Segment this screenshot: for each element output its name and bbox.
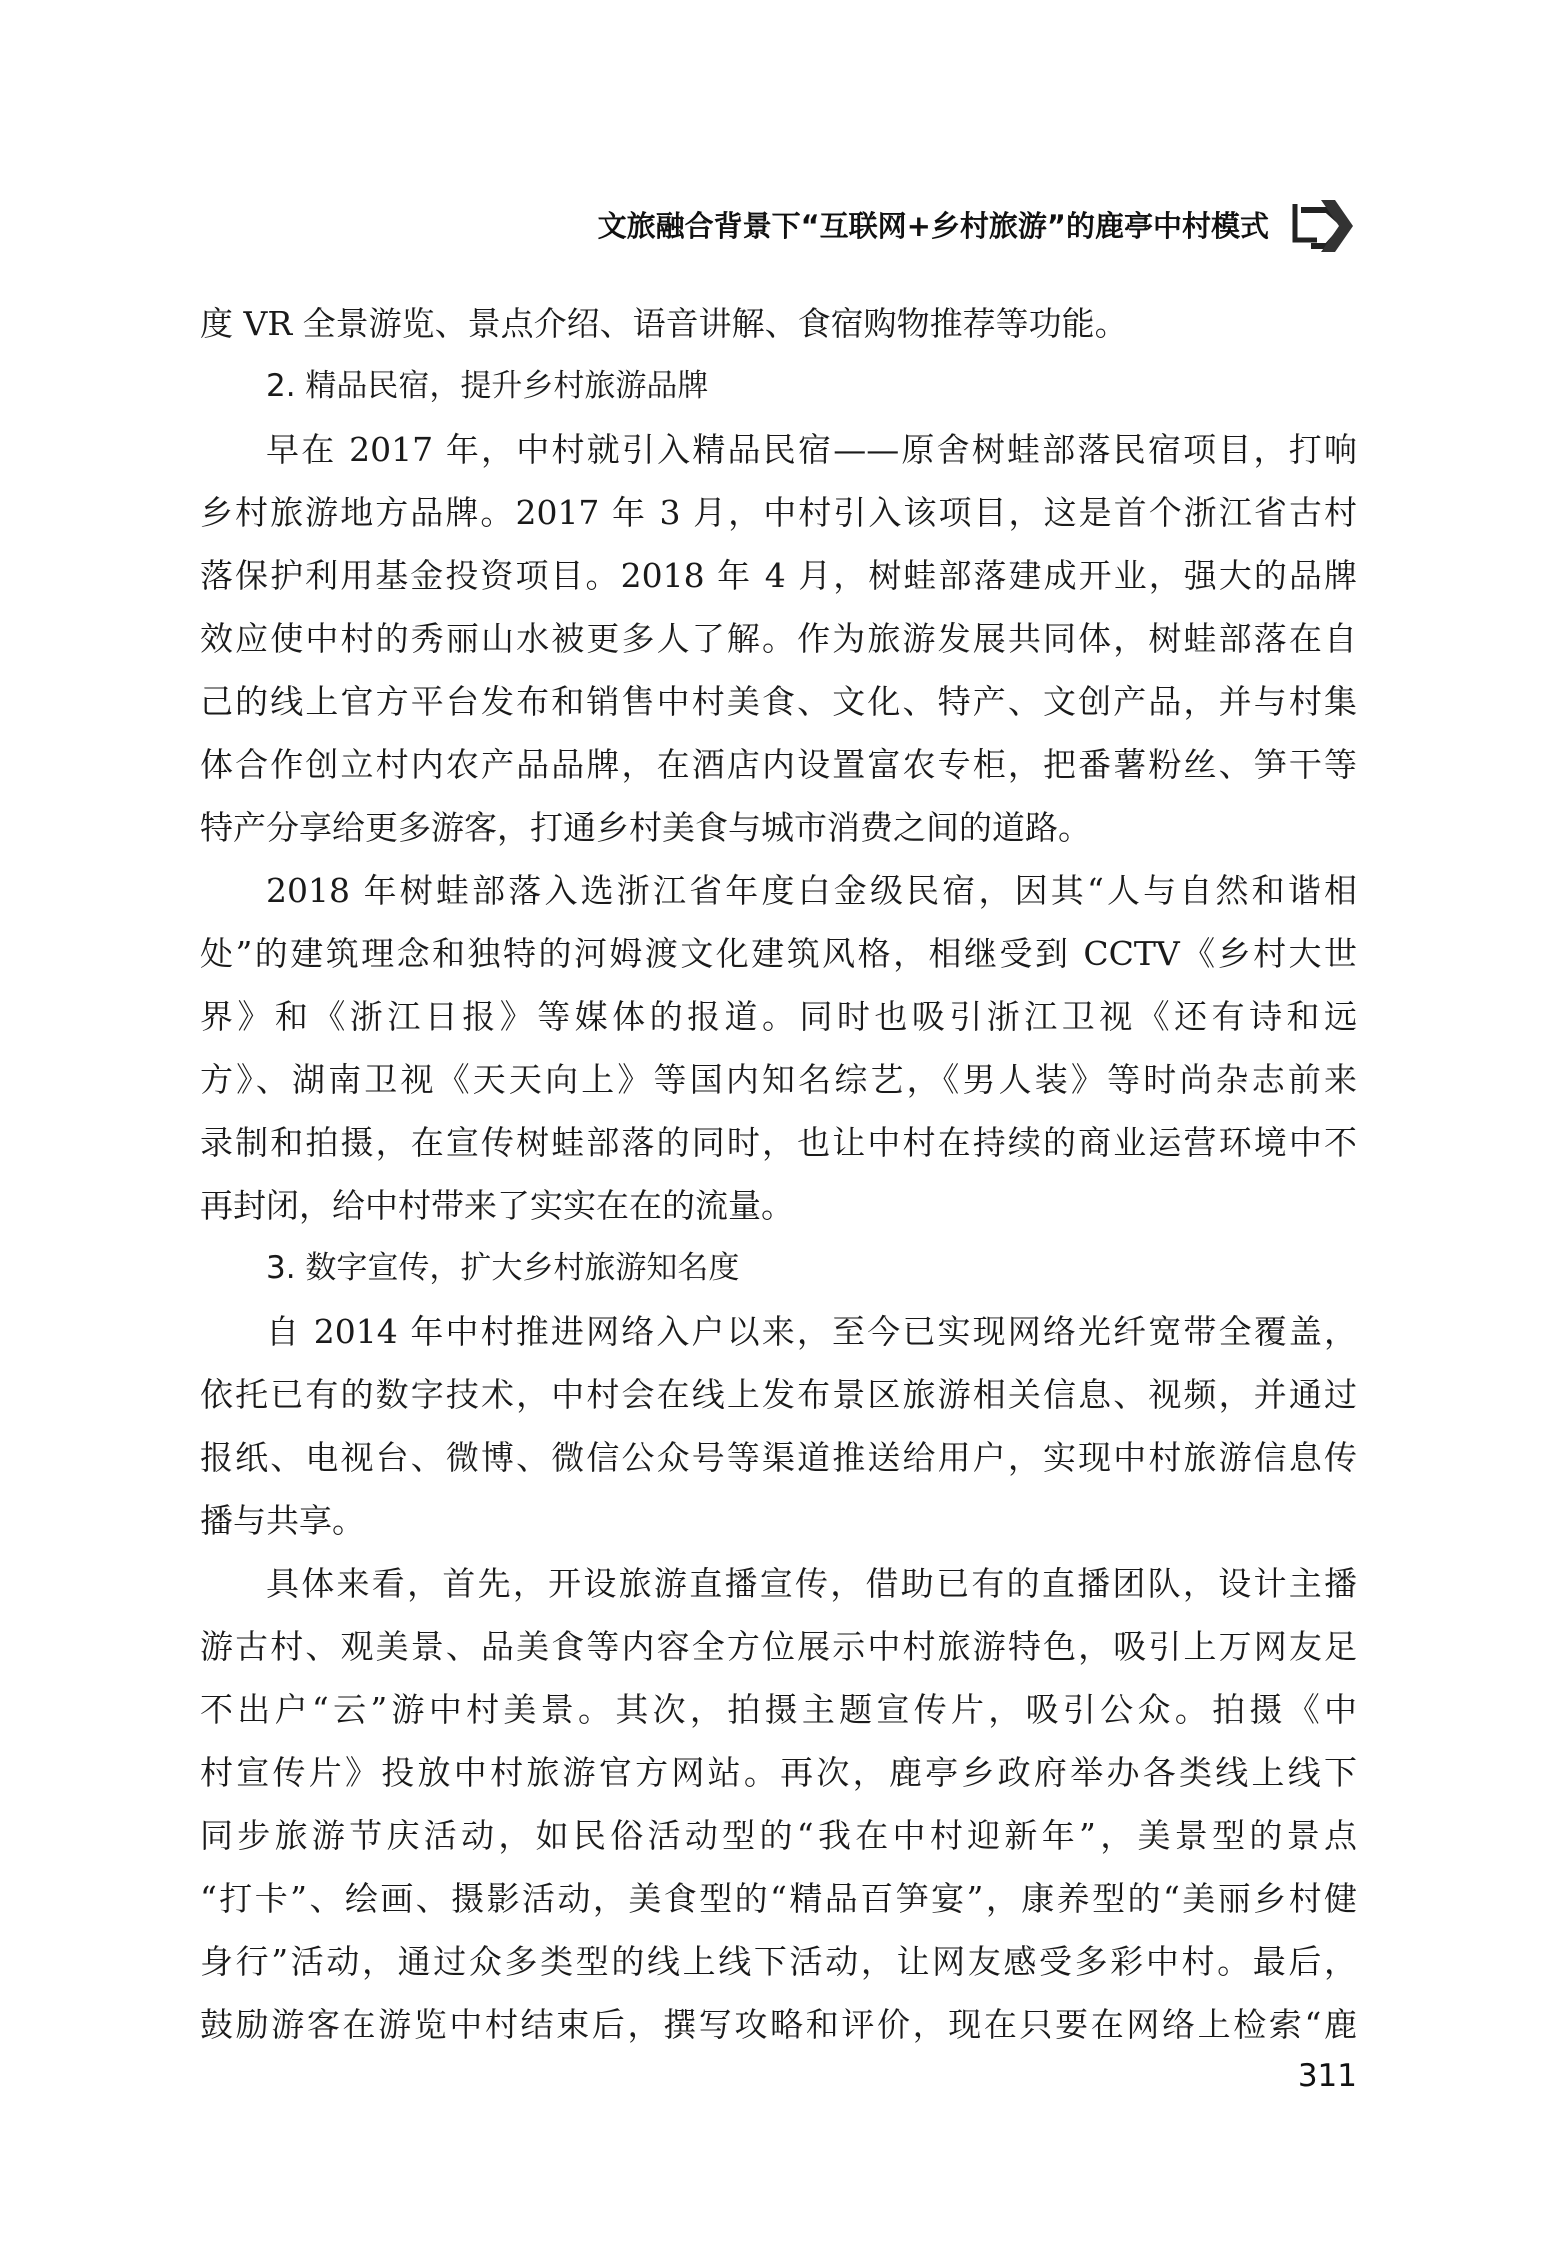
text-line: 依托已有的数字技术，中村会在线上发布景区旅游相关信息、视频，并通过 bbox=[200, 1375, 1357, 1414]
text-line: 方》、湖南卫视《天天向上》等国内知名综艺，《男人装》等时尚杂志前来 bbox=[200, 1060, 1357, 1099]
text-line: 自 2014 年中村推进网络入户以来，至今已实现网络光纤宽带全覆盖， bbox=[266, 1312, 1357, 1351]
text-line: 播与共享。 bbox=[200, 1501, 365, 1540]
page-number: 311 bbox=[1297, 2058, 1357, 2094]
text-line: 身行”活动，通过众多类型的线上线下活动，让网友感受多彩中村。最后， bbox=[200, 1942, 1357, 1981]
text-line: 度 VR 全景游览、景点介绍、语音讲解、食宿购物推荐等功能。 bbox=[200, 304, 1128, 343]
text-line: 早在 2017 年，中村就引入精品民宿——原舍树蛙部落民宿项目，打响 bbox=[266, 430, 1357, 469]
text-line: 落保护利用基金投资项目。2018 年 4 月，树蛙部落建成开业，强大的品牌 bbox=[200, 556, 1357, 595]
text-line: 效应使中村的秀丽山水被更多人了解。作为旅游发展共同体，树蛙部落在自 bbox=[200, 619, 1357, 658]
text-line: 己的线上官方平台发布和销售中村美食、文化、特产、文创产品，并与村集 bbox=[200, 682, 1357, 721]
chapter-arrow-icon bbox=[1287, 190, 1357, 260]
text-line: 不出户“云”游中村美景。其次，拍摄主题宣传片，吸引公众。拍摄《中 bbox=[200, 1690, 1357, 1729]
running-header-title: 文旅融合背景下“互联网+乡村旅游”的鹿亭中村模式 bbox=[597, 209, 1269, 243]
text-line: 同步旅游节庆活动，如民俗活动型的“我在中村迎新年”，美景型的景点 bbox=[200, 1816, 1357, 1855]
text-line: 游古村、观美景、品美食等内容全方位展示中村旅游特色，吸引上万网友足 bbox=[200, 1627, 1357, 1666]
text-line: 村宣传片》投放中村旅游官方网站。再次，鹿亭乡政府举办各类线上线下 bbox=[200, 1753, 1357, 1792]
page-body bbox=[200, 292, 1357, 2056]
text-line: 乡村旅游地方品牌。2017 年 3 月，中村引入该项目，这是首个浙江省古村 bbox=[200, 493, 1357, 532]
text-line: 特产分享给更多游客，打通乡村美食与城市消费之间的道路。 bbox=[200, 808, 1091, 847]
text-line: 2018 年树蛙部落入选浙江省年度白金级民宿，因其“人与自然和谐相 bbox=[266, 871, 1357, 910]
text-line: 具体来看，首先，开设旅游直播宣传，借助已有的直播团队，设计主播 bbox=[266, 1564, 1357, 1603]
section-heading: 3. 数字宣传，扩大乡村旅游知名度 bbox=[266, 1250, 740, 1286]
text-line: 体合作创立村内农产品品牌，在酒店内设置富农专柜，把番薯粉丝、笋干等 bbox=[200, 745, 1357, 784]
section-heading: 2. 精品民宿，提升乡村旅游品牌 bbox=[266, 368, 709, 404]
running-header bbox=[200, 190, 1357, 260]
text-line: 报纸、电视台、微博、微信公众号等渠道推送给用户，实现中村旅游信息传 bbox=[200, 1438, 1357, 1477]
text-line: “打卡”、绘画、摄影活动，美食型的“精品百笋宴”，康养型的“美丽乡村健 bbox=[200, 1879, 1357, 1918]
text-line: 录制和拍摄，在宣传树蛙部落的同时，也让中村在持续的商业运营环境中不 bbox=[200, 1123, 1357, 1162]
text-line: 处”的建筑理念和独特的河姆渡文化建筑风格，相继受到 CCTV《乡村大世 bbox=[200, 934, 1357, 973]
text-line: 鼓励游客在游览中村结束后，撰写攻略和评价，现在只要在网络上检索“鹿 bbox=[200, 2005, 1357, 2044]
text-line: 再封闭，给中村带来了实实在在的流量。 bbox=[200, 1186, 794, 1225]
text-line: 界》和《浙江日报》等媒体的报道。同时也吸引浙江卫视《还有诗和远 bbox=[200, 997, 1357, 1036]
